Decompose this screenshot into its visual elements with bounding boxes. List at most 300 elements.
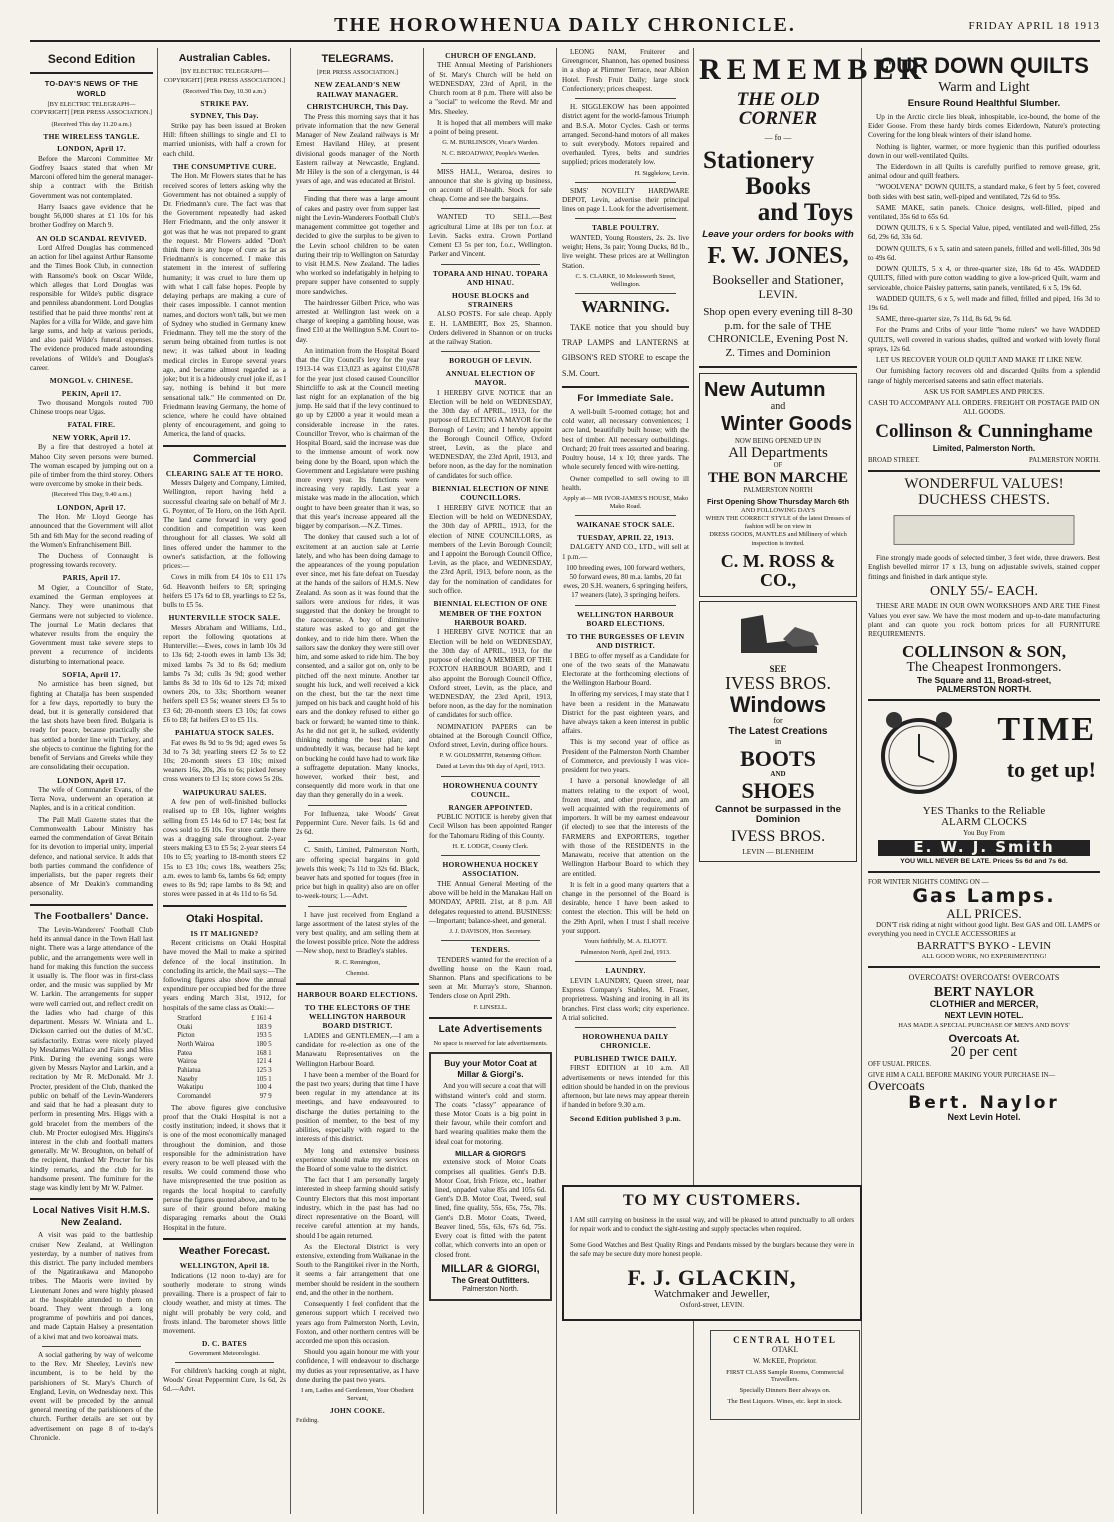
article-heading: Local Natives Visit H.M.S. New Zealand. (32, 1205, 151, 1227)
hospital-cost-cell: 180 5 (256, 1040, 272, 1048)
glackin-name: F. J. GLACKIN, (627, 1264, 797, 1290)
classified-paragraph: Owner compelled to sell owing to ill health. (562, 474, 689, 492)
article-paragraph: The Press this morning says that it has private information that the new General Manager of New Zealand railways is Mr Ernest Haviland Hiley, at present divisional goods manager of the North Eastern railway at Newcastle, England. Mr Hiley is the son of a clergyman, is 44 years of age, and was educated at Bristol. (296, 112, 419, 186)
never-late-text: YOU WILL NEVER BE LATE. Prices 5s 6d and 7s 6d. (900, 857, 1068, 865)
quilt-paragraph: SAME MAKE, satin panels. Choice designs, well-filled, piped and ventilated, 35s 6d to 65s 6d. (868, 203, 1100, 222)
ross-name: C. M. ROSS & CO., (720, 550, 836, 590)
cannot-surpassed-text: Cannot be surpassed in the Dominion (715, 804, 841, 826)
old-corner-headline: THE OLD CORNER (736, 88, 820, 130)
column-notices (429, 48, 557, 1514)
quilt-paragraph: SAME, three-quarter size, 7s 11d, 8s 6d, 9s 6d. (876, 315, 1012, 324)
dateline: PEKIN, April 17. (61, 388, 122, 398)
alarm-clock-icon (874, 708, 964, 798)
table-row (175, 1015, 273, 1024)
article-heading: The Footballers' Dance. (34, 910, 149, 922)
duchess-chests-headline: DUCHESS CHESTS. (918, 492, 1050, 509)
overcoats-at-text: Overcoats At. (948, 1032, 1020, 1045)
notice-paragraph: WANTED TO SELL.—Best agricultural Lime at 18s per ton f.o.r. at Levin. Sacks extra. Crown Portland Cement £3 5s per ton, f.o.r., Wellington. Parker and Vincent. (429, 213, 552, 259)
divider-text: — fo — (764, 133, 792, 143)
classified-heading: PUBLISHED TWICE DAILY. (574, 1053, 677, 1063)
quilt-paragraph: The Eiderdown in all Quilts is carefully purified to remove grease, grit, animal odour and quill feathers. (868, 162, 1100, 181)
lamps-paragraph: DON'T risk riding at night without good light. Best GAS and OIL LAMPS or everything you need in CYCLE ACCESSORIES at (868, 920, 1100, 939)
article-paragraph: Strike pay has been issued at Broken Hill: fifteen shillings to single and £1 to married unionists, with half a crown for each child. (163, 121, 286, 158)
classified-paragraph: LEVIN LAUNDRY, Queen street, near Express Company's Stables, M. Fraser, proprietress. Washing and ironing in all its branches. First class work; city experience. A trial solicited. (562, 976, 689, 1022)
column-adverts-b (868, 48, 1100, 1514)
classified-heading: LAUNDRY. (605, 966, 646, 976)
customers-heading: TO MY CUSTOMERS. (623, 1192, 801, 1209)
clock-advert (868, 706, 1100, 806)
hotel-sample-rooms: FIRST CLASS Sample Rooms, Commercial Travellers. (726, 1369, 844, 1383)
subhead: NEW ZEALAND'S NEW RAILWAY MANAGER. (314, 80, 401, 99)
hotel-advert (710, 1330, 860, 1420)
advert-location: Palmerston North. (462, 1286, 519, 1294)
section-heading: TELEGRAMS. (321, 53, 394, 65)
article-paragraph: As the Electoral District is very extensive, extending from Waikanae in the South to the Rangitikei river in the North, it seems a fair arrangement that one member should be resident in the southern end, and the other in the northern. (296, 1242, 419, 1297)
article-paragraph: The donkey that caused such a lot of excitement at an auction sale at Lerrie lately, and who has been doing damage to the appearances of the young population ever since, met his fate defeat on Tuesday at the hands of the sailors of H.M.S. New Zealand. As soon as it was found that the sailors were anxious for rides, it was suggested that the donkey be brought to the racecourse. A boy of diminutive stature was asked to go and get the donkey, and to ride him there. When the sailors saw the donkey they were still over him, and some asked to ride him. The boy consented, and a sailor got on, only to be pitched off the next minute. Another tar sought his luck, and well received a kick on the chest, but the tar the next time jumped on his back and caught hold of his ears and the donkey refused to either go back or forward; he wanted time to think. As he did not get it, he sulked, evidently thinking nothing the best plan; and undoubtedly it was, because had he kept on bucking he could have had to work like a suffragette deputation. Many knocks, however, worked their best, and consequently did more work in that one day than they generally do in a week. (296, 533, 419, 800)
classified-paragraph: I have a personal knowledge of all matters relating to the export of wool, frozen meat, and other produce, and am well acquainted with the requirements of importers. It will be my earnest endeavour (if elected) to see that the interests of the FARMERS and EXPORTERS, together with those of the RESIDENTS in the Manawatu, receive that attention on the Wellington Harbour Board to which they are entitled. (562, 777, 689, 878)
notice-paragraph: PUBLIC NOTICE is hereby given that Cecil Wilson has been appointed Ranger for the Tahomaru Riding of this County. (429, 813, 552, 840)
shop-hours-text: Shop open every evening till 8-30 p.m. for the sale of THE CHRONICLE, Evening Post N. Z. Times and Dominion (703, 305, 853, 360)
article-paragraph: The Hon. Mr Flowers states that he has received scores of letters asking why the Government has not obtained a supply of Dr. Friedmann's cure. The fact was that the Government repeatedly had asked Herr Friedmann, and the only answer it got was that he was not prepared to grant the request. Mr Flowers added "Don't think there is any hope of cure as far as Friedmann's is concerned. I make this statement in the interest of suffering humanity; it was cruel to lure them up with what I call false hopes. People by delaying perhaps are making a cure of their cases impossible. I cannot mention names, and doctors won't talk, but we men of Sydney who studied in Germany knew Friedmann. They tell me the story of the serum being obtained from turtles is not new; it was talked about in leading medical circles in Europe several years ago, and became almost regarded as a joke; but it is a hideously cruel joke if, as I say, nothing is behind it but mere sensational talk." He commented on Dr. Friedmann leaving Germany, the home of science, where he could have obtained plenty of encouragement, and going to America, the land of quacks. (163, 172, 286, 439)
subhead: HARBOUR BOARD ELECTIONS. (297, 990, 418, 1000)
quilt-paragraph: For the Prams and Cribs of your little "home rulers" we have WADDED QUILTS, well covered in various shades, quilted and worked with lovely floral sprays, 12s 6d. (868, 326, 1100, 353)
notice-paragraph: I HEREBY GIVE NOTICE that an Election will be held on WEDNESDAY, the 30th day of APRIL, 1913, for the purpose of ELECTING A MAYOR for the Borough of Levin; and I hereby appoint the Borough Council Office, Oxford street, Levin, as the place and WEDNESDAY, the 23rd April, 1913, and before noon, as the day for the nomination of candidates for such office. (429, 388, 552, 480)
article-paragraph: Indications (12 noon to-day) are for southerly moderate to strong winds prevailing. There is a prospect of fair to cloudy weather, and misty at times. The night will probably be very cold, and frosts inland. The barometer shows little movement. (163, 1271, 286, 1335)
article-paragraph: M Ogier, a Councillor of State, examined the German employees at Nancy. They were unanimous that Germans were not subjected to violence. The journal Le Matin declares that whatever results from the enquiry the Government must take severe steps to prevent a recurrence of incidents disturbing to international peace. (30, 583, 153, 666)
quilt-paragraph: Our furnishing factory recovers old and discarded Quilts from a splendid range of highly mercerised sateens and satin effect materials. (868, 367, 1100, 385)
signature: P. W. GOLDSMITH, Returning Officer. (439, 752, 542, 760)
clothier-text: CLOTHIER and MERCER, (929, 999, 1039, 1010)
see-text: SEE (769, 663, 787, 674)
classified-heading: TO THE BURGESSES OF LEVIN AND DISTRICT. (566, 631, 685, 651)
hospital-name-cell: Coromandel (177, 1093, 211, 1101)
quilt-paragraph: Up in the Arctic circle lies bleak, inhospitable, ice-bound, the home of the Eider Goose. From these hardy birds comes Eiderdown, Nature's protecting Covering for the long bleak winters of their island home. (868, 112, 1100, 140)
cable-note: [BY ELECTRIC TELEGRAPH—COPYRIGHT] [PER PRESS ASSOCIATION.] (30, 101, 153, 117)
cable-note: [PER PRESS ASSOCIATION.] (316, 69, 399, 77)
signature: Yours faithfully, M. A. ELIOTT. (584, 938, 667, 946)
issue-date: FRIDAY APRIL 18 1913 (968, 20, 1100, 32)
dateline: NEW YORK, April 17. (52, 432, 131, 442)
article-paragraph: Harry Isaacs gave evidence that he bought 56,000 shares at £1 10s for his brother Godfrey on March 9. (30, 202, 153, 230)
warm-light-text: Warm and Light (938, 80, 1030, 96)
hospital-cost-cell: 105 1 (256, 1075, 272, 1083)
hospital-name-cell: Patea (177, 1049, 193, 1057)
customers-paragraph: I AM still carrying on business in the usual way, and will be pleased to attend punctually to all orders for repair work and to conduct the sight-testing and supply spectacles when required. (570, 1216, 854, 1234)
quilt-paragraph: LET US RECOVER YOUR OLD QUILT AND MAKE IT LIKE NEW. (876, 356, 1083, 365)
article-paragraph: The fact that I am personally largely interested in sheep farming should satisfy Country Electors that this most important industry, which in the past has had no direct representative on the Board, will receive careful attention at my hands, should I be again returned. (296, 1176, 419, 1240)
winter-nights-text: FOR WINTER NIGHTS COMING ON — (868, 878, 989, 887)
dateline: CHRISTCHURCH, This Day. (306, 102, 409, 112)
good-work-text: ALL GOOD WORK, NO EXPERIMENTING! (921, 952, 1047, 960)
signature-title: Chemist. (346, 969, 369, 977)
barratt-name: BARRATT'S BYKO - LEVIN (916, 940, 1052, 953)
discount-text: 20 per cent (950, 1044, 1018, 1061)
notice-heading: RANGER APPOINTED. (448, 802, 533, 812)
boots-text: BOOTS (740, 746, 816, 772)
advert-paragraph: For children's hacking cough at night, Woods' Great Peppermint Cure, 1s 6d, 2s 6d.—Advt. (163, 1366, 286, 1394)
late-ads-heading: Late Advertisements (438, 1023, 543, 1035)
dateline: SOFIA, April 17. (62, 669, 121, 679)
table-row (175, 1093, 273, 1102)
article-paragraph: The Pall Mall Gazette states that the Commonwealth Labour Ministry has earned the commendation of Great Britain for its devotion to imperial unity, imperial defence, and national service. It adds that both parties command the confidence of imperialists, but the paper regrets their absence of Mr Deakin's commanding personality. (30, 815, 153, 898)
overcoats-text: Overcoats (868, 1079, 925, 1095)
table-row (175, 1050, 273, 1059)
article-paragraph: The above figures give conclusive proof that the Otaki Hospital is not a costly institution; indeed, it shows that it is one of the most economically managed throughout the dominion, and those responsible for the administration have every reason to be well pleased with the results. We could commend those who have misrepresented the true position as regards the local hospital to carefully peruse the figures quoted above, and to be sure of their ground before making disparaging remarks about the Otaki Hospital in the future. (163, 1103, 286, 1232)
customers-paragraph: Some Good Watches and Best Quality Rings and Pendants missed by the burglars because they were in the safe may be secure duty more honest people. (570, 1241, 854, 1259)
article-paragraph: Lord Alfred Douglas has commenced an action for libel against Arthur Ransome and the Times Book Club, in connection with Ransome's book on Oscar Wilde, which alleges that Lord Douglas was responsible for Wilde's public disgrace and penniless abandonment. Lord Douglas testified that he paid three months' rent at Naples for a villa for Wilde, and gave him large sums, and help at various periods, and also paid Wilde's funeral expenses. The evidence produced made astounding revelations of Wilde's and Douglas's career. (30, 244, 153, 372)
notice-heading: BIENNIAL ELECTION OF ONE MEMBER OF THE FOXTON HARBOUR BOARD. (433, 599, 548, 627)
quilt-paragraph: WADDED QUILTS, 6 x 5, well made and filled, frilled and piped, 16s 3d to 19s 6d. (868, 294, 1100, 312)
classified-paragraph: WANTED, Young Roosters, 2s. 2s. live weight; Hens, 3s pair; Young Ducks, 8d lb., live weight. These prices are at Wellington Station. (562, 233, 689, 270)
ivess-advert (699, 601, 857, 862)
section-heading: Weather Forecast. (179, 1244, 270, 1257)
hospital-name-cell: North Wairoa (177, 1040, 215, 1048)
advert-paragraph: And you will secure a coat that will withstand winter's cold and storm. The coats "classy" appearance of these Motor Coats is a big point in their favour, while their comfort and hard wearing qualities make them the ideal coat for motoring. (435, 1082, 546, 1146)
classified-paragraph: SIMS' NOVELTY HARDWARE DEPOT, Levin, advertise their principal lines on page 1. Look for the advertisement. (562, 186, 689, 214)
chest-paragraph: Fine strongly made goods of selected timber, 3 feet wide, three drawers. Best English bevelled mirror 17 x 13, hung on adjustable swivels, stained copper fittings and finished in dark antique style. (868, 554, 1100, 581)
notice-paragraph: ALSO POSTS. For sale cheap. Apply E. H. LAMBERT, Box 25, Shannon. Orders delivered in Shannon or on trucks at the railway Station. (429, 310, 552, 347)
time-headline: TIME (997, 710, 1096, 748)
hospital-cost-cell: 121 4 (256, 1058, 272, 1066)
dress-goods-text: DRESS GOODS, MANTLES and Millinery of which inspection is invited. (709, 531, 847, 547)
signature: D. C. BATES (201, 1339, 248, 1349)
and-text: AND (770, 770, 786, 779)
article-paragraph: Two thousand Mongols routed 700 Chinese troops near Ugas. (30, 399, 153, 417)
of-text: OF (773, 462, 783, 470)
boot-illustration-icon (733, 609, 823, 659)
subhead: THE WIRELESS TANGLE. (43, 131, 140, 141)
article-paragraph: Should you again honour me with your confidence, I will endeavour to discharge my duties as your representative, as I have done during the past two years. (296, 1348, 419, 1384)
article-paragraph: My long and extensive business experience should make my services on the Board of some value to the district. (296, 1146, 419, 1174)
classified-heading: Second Edition published 3 p.m. (569, 1113, 682, 1123)
hospital-cost-cell: 183 9 (256, 1023, 272, 1031)
notice-heading: ANNUAL ELECTION OF MAYOR. (445, 368, 536, 388)
quilt-paragraph: DOWN QUILTS, 5 x 4, or three-quarter size, 18s 6d to 45s. WADDED QUILTS, filled with pure cotton wadding to give a low-priced Quilt, warm and serviceable, choice Paisley patterns, satin panels, ventilated, 6 x 5, 19s 6d. (868, 265, 1100, 292)
advert-paragraph: I have just received from England a large assortment of the latest styles of the very best quality, and am selling them at the lowest possible price. Note the address—New shop, next to Bradley's stables. (296, 910, 419, 956)
buy-from-text: You Buy From (963, 829, 1005, 838)
article-paragraph: The Hon. Mr Lloyd George has announced that the Government will allot 5th and 6th May for the second reading of the Women's Enfranchisement Bill. (30, 513, 153, 549)
palmerston-text: PALMERSTON NORTH. (1029, 456, 1100, 464)
masthead (30, 12, 1100, 42)
notice-paragraph: I HEREBY GIVE NOTICE that an Election will be held on WEDNESDAY, the 30th day of APRIL, 1913, for the election of NINE COUNCILLORS, as members of the Levin Borough Council; and I appoint the Borough Council Office, Levin, as the place, and WEDNESDAY, the 23rd April, 1913, before noon, as the day for the nomination of candidates for such office. (429, 503, 552, 595)
article-paragraph: Cows in milk from £4 10s to £11 17s 6d. Heavonth heifers to £8; springing heifers £5 17s 6d to £8, yearlings to £2 5s, bulls to £5 5s. (163, 573, 286, 610)
notice-paragraph: TENDERS wanted for the erection of a dwelling house on the Kaun road, Shannon. Plans and specifications to be seen at Mr. Murray's store, Shannon. Tenders close on April 29th. (429, 955, 552, 1001)
books-text: Books (745, 172, 811, 200)
advert-brand: MILLAR & GIORGI, (441, 1262, 540, 1275)
quilt-paragraph: CASH TO ACCOMPANY ALL ORDERS. FREIGHT OR POSTAGE PAID ON ALL GOODS. (868, 398, 1100, 417)
classified-paragraph: FIRST EDITION at 10 a.m. All advertisements or news intended for this edition should be handed in on the previous afternoon, but late news may appear therein if handed in before 9.30 a.m. (562, 1064, 689, 1110)
signature: H. E. LODGE, County Clerk. (452, 842, 529, 850)
hotel-location: OTAKI. (771, 1345, 799, 1354)
ewj-smith-name: E. W. J. Smith (878, 840, 1090, 856)
stationery-text: Stationery (703, 146, 815, 174)
column-telegrams (296, 48, 424, 1514)
opening-show-text: First Opening Show Thursday March 6th (706, 497, 850, 507)
notice-heading: HOROWHENUA COUNTY COUNCIL. (442, 780, 539, 800)
dateline: WELLINGTON, April 18. (179, 1261, 270, 1271)
next-hotel-text: NEXT LEVIN HOTEL. (944, 1010, 1024, 1020)
article-paragraph: The wife of Commander Evans, of the Terra Nova, underwent an operation at Naples, and is in a critical condition. (30, 786, 153, 813)
received-time: (Received This Day, 9.40 a.m.) (51, 491, 132, 499)
article-paragraph: Finding that there was a large amount of cakes and pastry over from supper last night the Levin-Wanderers Football Club's management committee got together and decided to give the surplus to be given to the Levin school children to be eaten during their trip to Wellington on Saturday to visit H.M.S. New Zealand. The ladies who worked so indefatigably in helping to prepare supper have consented to supply more sandwiches. (296, 195, 419, 296)
classified-contact: Apply at— MR IVOR-JAMES'S HOUSE, Mako Mako Road. (562, 495, 689, 511)
classified-heading: TABLE POULTRY. (592, 223, 659, 233)
hotel-proprietor: W. McKEE, Proprietor. (753, 1358, 817, 1365)
advert-paragraph: For Influenza, take Woods' Great Peppermint Cure. Never fails. 1s 6d and 2s 6d. (296, 809, 419, 837)
advert-tagline: The Great Outfitters. (451, 1275, 530, 1285)
classified-heading: HOROWHENUA DAILY CHRONICLE. (582, 1032, 669, 1051)
newspaper-title: THE HOROWHENUA DAILY CHRONICLE. (334, 14, 796, 36)
leave-orders-text: Leave your orders for books with (702, 229, 854, 241)
hotel-liquors: The Best Liquors. Wines, etc. kept in stock. (727, 1398, 843, 1405)
dateline: PARIS, April 17. (62, 573, 121, 583)
subhead: PAHIATUA STOCK SALES. (175, 728, 274, 738)
article-paragraph: A visit was paid to the battleship cruiser New Zealand, at Wellington yesterday, by a number of natives from this district. The party included members of the Ngatiraukawa and Manopoho tribes. The Maoris were invited by Lieutenant Jones and were highly pleased at the hospitable attended to them on board. They went through a long programme of powhiris and poi dances, and made Captain Halsey a presentation of a kiwi mat and two koroawai mats. (30, 1231, 153, 1341)
subhead: THE CONSUMPTIVE CURE. (172, 161, 277, 171)
hotel-name: CENTRAL HOTEL (733, 1335, 837, 1345)
signature-place: Palmerston North, April 2nd, 1913. (580, 949, 671, 957)
and-text: and (770, 400, 786, 412)
notice-paragraph: It is hoped that all members will make a point of being present. (429, 118, 552, 136)
all-prices-text: ALL PRICES. (946, 906, 1022, 922)
for-text: for (773, 716, 783, 726)
subhead: MONGOL v. CHINESE. (49, 376, 134, 386)
notice-paragraph: I HEREBY GIVE NOTICE that an Election will be held on WEDNESDAY, the 30th day of APRIL, 1913, for the purpose of electing A MEMBER OF THE FOXTON HARBOUR BOARD, and I also appoint the Borough Council Office, Oxford street, Levin, as the place, and WEDNESDAY, the 23rd April, 1913, before noon, as the day for the nomination of candidates for such office. (429, 628, 552, 720)
article-paragraph: Messrs Abraham and Williams, Ltd., report the following quotations at Hunterville:—Ewes, cows in lamb 10s 3d to 13s 6d; 2-tooth ewes in lamb 13s 3d; mixed lambs 7s 3d to 8s 6d; medium lambs 7s 3d; culls 3s 9d; good wether lambs 8s 3d to 10s 6d to 12s 7d; mixed owners 20s, to 33s; Shorthorn weaner heifers spell £3 5s; weaner steers £3 5s to £3 6d; 20-month steers £3 10s; fat cows £6 to £8; fat heifers £3 to £5 11s. (163, 623, 286, 724)
signature-place: Feilding. (296, 1416, 319, 1424)
toys-text: and Toys (757, 199, 853, 227)
quilts-headline: OUR DOWN QUILTS (879, 53, 1089, 78)
table-row (175, 1041, 273, 1050)
warning-heading: WARNING. (581, 297, 670, 317)
article-paragraph: Before the Marconi Committee Mr Godfrey Isaacs stated that when Mr Marconi offered him the general manager-ship a contract with the British Government was not contemplated. (30, 154, 153, 200)
wonderful-values-headline: WONDERFUL VALUES! (904, 476, 1064, 493)
table-row (175, 1058, 273, 1067)
article-paragraph: Recent criticisms on Otaki Hospital have moved the Mail to make a spirited defence of the local institution. In concluding its article, the Mail says:—The following figures also show the annual expenditure per occupied bed for the three years ending March 31st, 1912, for hospitals of the same class as Otaki:— (163, 939, 286, 1012)
reliable-text: YES Thanks to the Reliable (922, 804, 1046, 817)
purchase-text: HAS MADE A SPECIAL PURCHASE OF MEN'S AND BOYS' (898, 1022, 1070, 1030)
notice-date: Dated at Levin this 9th day of April, 1913. (436, 763, 545, 771)
classified-paragraph: H. SIGGLEKOW has been appointed district agent for the world-famous Triumph and B.S.A. Motor Cycles. Cash or terms arranged. Second-hand motors of all makes to suit everybody. Motors repaired and overhauled. Tyres, belts and sundries supplied; prices moderately low. (562, 103, 689, 167)
hospital-cost-cell: 100 4 (256, 1084, 272, 1092)
classified-heading: WELLINGTON HARBOUR BOARD ELECTIONS. (576, 609, 675, 629)
glackin-address: Oxford-street, LEVIN. (680, 1300, 744, 1309)
ensure-slumber-text: Ensure Round Healthful Slumber. (907, 97, 1061, 109)
collinson-son-name: COLLINSON & SON, (902, 642, 1066, 662)
glackin-advert (562, 1185, 862, 1321)
classified-paragraph: TAKE notice that you should buy TRAP LAMPS and LANTERNS at GIBSON'S RED STORE to escape the S.M. Court. (562, 323, 689, 378)
article-paragraph: An intimation from the Hospital Board that the City Council's levy for the year 1913-14 was £13,023 as against £10,678 for the year just closed caused Councillor Shirtcliffe to ask at the Council meeting last night for an explanation of the big jump. He said that if the levy continued to go up by £2000 a year it would mean a considerable increase in the rates. Councillor Trevor, who is chairman of the Hospital Board, said the increase was due to the immense amount of work now being done by the Board, upon which the Government and Legislature were pushing more every year. Its functions were increasing very rapidly. Last year a mistake was made in the allocation, which ought to have been greater than it was, so that this year's increase appeared all the bigger by comparison.—N.Z. Times. (296, 346, 419, 531)
signature-title: Government Meteorologist. (189, 1349, 260, 1357)
quilt-paragraph: DOWN QUILTS, 6 x 5, satin and sateen panels, frilled and well-filled, 30s 9d to 49s 6d. (868, 244, 1100, 262)
chest-paragraph: THESE ARE MADE IN OUR OWN WORKSHOPS AND ARE THE Finest Values you ever saw. We have the most modern and up-to-date manufacturing plant and can quote you rock bottom prices for all FURNITURE REQUIREMENTS. (868, 602, 1100, 639)
classified-paragraph: DALGETY AND CO., LTD., will sell at 1 p.m.— (562, 543, 689, 561)
classified-paragraph: I BEG to offer myself as a Candidate for one of the two seats of the Manawatu Electorate at the forthcoming elections of the Wellington Harbour Board. (562, 651, 689, 688)
bon-marche-name: THE BON MARCHE (707, 469, 848, 486)
quilt-paragraph: Nothing is lighter, warmer, or more hygienic than this purified odourless down in our well-ventilated Quilts. (868, 142, 1100, 160)
gas-lamps-headline: Gas Lamps. (912, 885, 1056, 908)
subhead: IS IT MALIGNED? (190, 928, 259, 938)
world-news-heading: TO-DAY'S NEWS OF THE WORLD (44, 79, 139, 98)
signature: C. S. CLARKE, 10 Molesworth Street, Wellington. (575, 272, 676, 288)
advert-brand: MILLAR & GIORGI'S (455, 1148, 526, 1158)
in-text: in (774, 737, 782, 747)
cable-note: [BY ELECTRIC TELEGRAPH—COPYRIGHT] [PER PRESS ASSOCIATION.] (163, 68, 286, 84)
dateline: LONDON, April 17. (57, 144, 126, 154)
jones-name: F. W. JONES, (707, 243, 849, 270)
classified-paragraph: It is felt in a good many quarters that a change in the personnel of the Board is desirable, hence I have been asked to contest the election. This will be held on the 29th April, when I trust I shall receive your support. (562, 880, 689, 935)
broad-street-text: BROAD STREET. (868, 456, 920, 464)
hospital-cost-table (175, 1015, 273, 1102)
bon-marche-advert (699, 373, 857, 597)
column-cables (163, 48, 291, 1514)
ivess-name: IVESS BROS. (724, 673, 832, 694)
hospital-name-cell: Pahiatua (177, 1066, 201, 1074)
article-paragraph: Consequently I feel confident that the generous support which I received two years ago from Palmerston North, Levin, Foxton, and other northern centres will be accorded me upon this occasion. (296, 1300, 419, 1345)
hotel-dinner: Specially Dinners Beer always on. (739, 1387, 831, 1394)
quilt-paragraph: ASK US FOR SAMPLES AND PRICES. (923, 387, 1045, 396)
classified-date: TUESDAY, APRIL 22, 1913. (577, 532, 674, 542)
quilt-paragraph: "WOOLVENA" DOWN QUILTS, a standard make, 6 feet by 5 feet, covered both sides with best satin, well-piped and ventilated, 72s 6d to 95s. (868, 183, 1100, 201)
windows-text: Windows (729, 692, 827, 718)
article-paragraph: A few pen of well-finished bullocks realised up to £8 10s, lighter weights selling from £5 14s 6d to £7 14s; best fat cows sold to £6 10s. For store cattle there was a dragging sale throughout. 2-year steers making £3 to £5 5s; 2-year steers £4 10s to £5; yearling to 18-month steers £2 15s to £3 10s; cows 18s, weathers 25s; a.m. ewes to lamb 6s, lambs 6s 6d; empty ewes to 8s 9d; rape lambs to 8s 9d; and stores were passed in at 4s 11d to 6s 5d. (163, 798, 286, 899)
hospital-cost-cell: 168 1 (256, 1049, 272, 1057)
bert-naylor-name: BERT NAYLOR (933, 984, 1035, 1000)
notice-paragraph: NOMINATION PAPERS can be obtained at the Borough Council Office, Oxford street, Levin, during office hours. (429, 722, 552, 750)
notice-heading: CHURCH OF ENGLAND. (445, 51, 536, 60)
square-address: The Square and 11, Broad-street, (916, 674, 1052, 685)
latest-creations-text: The Latest Creations (728, 725, 828, 737)
received-time: (Received This day 11.20 a.m.) (51, 120, 132, 128)
classified-heading: For Immediate Sale. (577, 392, 674, 404)
section-heading: Otaki Hospital. (185, 912, 264, 925)
bon-marche-location: PALMERSTON NORTH (743, 486, 813, 494)
hospital-name-cell: Otaki (177, 1023, 193, 1031)
glackin-trade: Watchmaker and Jeweller, (654, 1287, 770, 1300)
motor-coat-advert (429, 1052, 552, 1301)
quilt-paragraph: DOWN QUILTS, 6 x 5. Special Value, piped, ventilated and well-filled, 25s 6d, 29s 6d, 33s 6d. (868, 224, 1100, 242)
hospital-name-cell: Stratford (177, 1014, 202, 1022)
subhead: STRIKE PAY. (200, 99, 249, 108)
collinson-limited-text: Limited, Palmerston North. (932, 444, 1036, 454)
notice-heading: HOUSE BLOCKS and STRAINERS (451, 290, 530, 309)
subhead: AN OLD SCANDAL REVIVED. (36, 233, 147, 243)
palmerston-text: PALMERSTON NORTH. (936, 683, 1032, 694)
notice-heading: BOROUGH OF LEVIN. (449, 356, 532, 366)
signature: F. LINSELL. (473, 1003, 508, 1011)
notice-heading: TENDERS. (470, 945, 511, 955)
article-paragraph: No armistice has been signed, but fighting at Chatalja has been suspended for a few days, reportedly to bury the dead, but it is generally considered that the last shots have been fired. Bulgaria is ready for peace, because practically she has settled a border line with Turkey, and she objects to continue the fighting for the benefit of Servians and Greeks while they are consolidating their occupation. (30, 680, 153, 772)
table-row (175, 1076, 273, 1085)
hospital-name-cell: Wairoa (177, 1058, 197, 1066)
notice-heading: HOROWHENUA HOCKEY ASSOCIATION. (442, 859, 539, 879)
received-time: (Received This Day, 10.30 a.m.) (183, 87, 266, 95)
hospital-cost-cell: 97 9 (259, 1093, 272, 1101)
hospital-cost-cell: 193 5 (256, 1032, 272, 1040)
article-paragraph: Messrs Dalgety and Company, Limited, Wellington, report having held a successful clearing sale on behalf of Mr J. G. Poynter, of Te Horo, on the 16th April. The land came forward in very good condition and competition was keen throughout for all classes. We sold all lines offered under the hammer to the owner's satisfaction, at the following prices:— (163, 479, 286, 571)
following-days-text: AND FOLLOWING DAYS (740, 506, 816, 514)
hospital-name-cell: Picton (177, 1032, 195, 1040)
signature: JOHN COOKE. (329, 1406, 386, 1416)
signature: H. Sigglekow, Levin. (634, 169, 689, 177)
subhead: TO THE ELECTORS OF THE WELLINGTON HARBOUR BOARD DISTRICT. (304, 1002, 411, 1031)
chest-price: ONLY 55/- EACH. (929, 583, 1039, 599)
ivess-name: IVESS BROS. (730, 827, 826, 845)
article-paragraph: The Duchess of Connaught is progressing towards recovery. (30, 552, 153, 570)
article-paragraph: I have been a member of the Board for the past two years; during that time I have been regular in my attendance at its meetings, and have endeavoured to discharge the duties pertaining to the position of member, to the best of my abilities, especially with regard to the interests of this district. (296, 1070, 419, 1144)
table-row (175, 1024, 273, 1033)
collinson-cunninghame-name: Collinson & Cunninghame (875, 421, 1093, 443)
late-ads-note: No space is reserved for late advertisements. (433, 1039, 548, 1047)
section-heading: Commercial (193, 452, 256, 465)
jones-trade: Bookseller and Stationer, (712, 271, 844, 287)
signature: N. C. BROADWAY, People's Warden. (441, 150, 540, 158)
article-paragraph: Fat ewes 8s 9d to 9s 9d; aged ewes 5s 3d to 7s 3d; yearling steers £2 5s to £2 10s; 20-month steers £3 10s; mixed weaners 16s, 20s, 26s to 6s; picked Jersey cross weaners to £3 1s; store cows 5s 20s. (163, 738, 286, 784)
signature: R. C. Remington, (335, 958, 380, 966)
signature: I am, Ladies and Gentlemen, Your Obedient Servant, (301, 1387, 414, 1403)
furniture-illustration-icon (868, 512, 1100, 548)
off-prices-text: OFF USUAL PRICES. (868, 1060, 932, 1068)
ivess-towns: LEVIN — BLENHEIM (742, 847, 814, 857)
subhead: HUNTERVILLE STOCK SALE. (168, 613, 281, 623)
notice-heading: TOPARA AND HINAU. TOPARA AND HINAU. (432, 268, 549, 288)
article-paragraph: A social gathering by way of welcome to the Rev. Mr Sheeley, Levin's new incumbent, is to be held by the parishioners of St. Mary's Church of England, Levin, on Wednesday next. This event will be preceded by the annual general meeting of the parishioners of the church. Further details are set out by advertisement on page 8 of to-day's Chronicle. (30, 1350, 153, 1442)
notice-paragraph: THE Annual Meeting of Parishioners of St. Mary's Church will be held on WEDNESDAY, 23rd of April, in the Church room at 8 p.m. There will also be a "social" to welcome the Revd. Mr and Mrs. Sheeley. (429, 61, 552, 116)
dateline: LONDON, April 17. (57, 775, 126, 785)
article-paragraph: LADIES and GENTLEMEN,—I am a candidate for re-election as one of the Manawatu Representatives on the Wellington Harbour Board. (296, 1031, 419, 1068)
opening-text: NOW BEING OPENED UP IN (734, 437, 822, 445)
next-hotel-text: Next Levin Hotel. (947, 1111, 1021, 1122)
article-paragraph: The Levin-Wanderers' Football Club held its annual dance in the Town Hall last night. There was a large attendance of the public, and the arrangements were well in hand for making this function the success it usually is. The floor was in first-class order, and the music was supplied by Mr W. Larkin. The arrangements for supper were well carried out, and reflect credit on the ladies who had charge of this department. Messrs W. Winiata and L. Dickson carried out the duties of M.'sC. satisfactorily. Extras were nicely played by Mesdames Wallace and Fairs and Miss Pink. During the evening songs were given by Messrs Naylor and Larkin, and a recitation by Mr R. McDonald. Mr J. Procter, president of the Club, thanked the public on behalf of the Levin-Wanderers and said that he had a pleasant duty to perform in presenting Mrs. Higgs with a gold bracelet from the members of the club. Mr Procter eulogised Mrs. Higgins's interest in the club and football matters generally. Mr W. Broughton, on behalf of the recipient, thanked Mr Procter for his kindly remarks, and the club for its handsome present. The furniture for the stage was kindly lent by Mr W. Palmer. (30, 925, 153, 1193)
signature: J. J. DAVISON, Hon. Secretary. (449, 927, 532, 935)
subhead: WAIPUKURAU SALES. (182, 787, 267, 797)
advert-headline: Buy your Motor Coat at Millar & Giorgi's. (444, 1057, 537, 1079)
table-row (175, 1084, 273, 1093)
hospital-cost-cell: 125 3 (256, 1066, 272, 1074)
advert-paragraph: extensive stock of Motor Coats comprises all qualities. Gent's D.B. Motor Coat, Irish Frieze, etc., leather lined, unpaded value 85s and 105s 6d. Gent's D.B. Motor Coat, Tweed, seal lined, fine quality, 55s, 65s, 75s, 78s. Gent's D.B. Motor Coats, Tweed, Beaver lined, 55s, 63s, 67s 6d, 75s. Every coat is fitted with the patent collar, which converts into an open or closed front. (435, 1158, 546, 1259)
correct-style-text: WHEN THE CORRECT STYLE of the latest Dresses of fashion will be on view in (705, 515, 851, 531)
hospital-name-cell: Naseby (177, 1075, 198, 1083)
give-call-text: GIVE HIM A CALL BEFORE MAKING YOUR PURCHASE IN— (868, 1071, 1056, 1079)
section-heading: Australian Cables. (178, 52, 271, 64)
dateline: SYDNEY, This Day. (190, 111, 259, 121)
notice-paragraph: MISS HALL, Weraroa, desires to announce that she is giving up business, on account of ill-health. Stock for sale cheap. Come and see the bargains. (429, 167, 552, 204)
article-paragraph: The hairdresser Gilbert Price, who was arrested at Wellington last week on a charge of keeping a gambling house, was fined £10 at the Wellington S.M. Court to-day. (296, 298, 419, 344)
stock-list: 100 breeding ewes, 100 forward wethers, 50 forward ewes, 80 m.a. lambs, 20 fat ewes, 20 S.H. weaners, 6 springing heifers, 17 weaners (late), 3 springing heifers. (563, 563, 688, 600)
autumn-text: New Autumn (704, 378, 826, 401)
overcoats-row: OVERCOATS! OVERCOATS! OVERCOATS (908, 973, 1060, 983)
notice-heading: BIENNIAL ELECTION OF NINE COUNCILLORS. (432, 483, 549, 503)
classified-heading: WAIKANAE STOCK SALE. (576, 520, 675, 530)
cheapest-ironmongers-text: The Cheapest Ironmongers. (906, 660, 1062, 676)
winter-goods-text: Winter Goods (721, 412, 852, 435)
table-row (175, 1067, 273, 1076)
jones-location: LEVIN. (758, 287, 798, 302)
subhead: FATAL FIRE. (67, 420, 116, 430)
shoes-text: SHOES (741, 778, 815, 804)
edition-heading: Second Edition (47, 52, 136, 66)
alarm-clocks-text: ALARM CLOCKS (941, 816, 1027, 829)
departments-text: All Departments (728, 445, 828, 462)
dateline: LONDON, April 17. (57, 502, 126, 512)
article-paragraph: By a fire that destroyed a hotel at Mahoo City seven persons were burned. The woman escaped by jumping out on a pile of timber from the third storey. Others were overcome by smoke in their beds. (30, 443, 153, 489)
bert-naylor-name: Bert. Naylor (908, 1092, 1060, 1113)
get-up-headline: to get up! (1006, 756, 1096, 782)
classified-paragraph: A well-built 5-roomed cottage; hot and cold water, all necessary conveniences; 1 acre land, beautifully built house; with the best of timber. All necessary outbuildings. Orchard; 20 fruit trees assorted and bearing. Poultry house, 14 x 10; three yards. The whole securely fenced with wire-netting. (562, 408, 689, 472)
remember-headline: REMEMBER (699, 53, 927, 86)
hospital-cost-cell: £ 161 4 (251, 1014, 272, 1022)
column-news (30, 48, 158, 1514)
